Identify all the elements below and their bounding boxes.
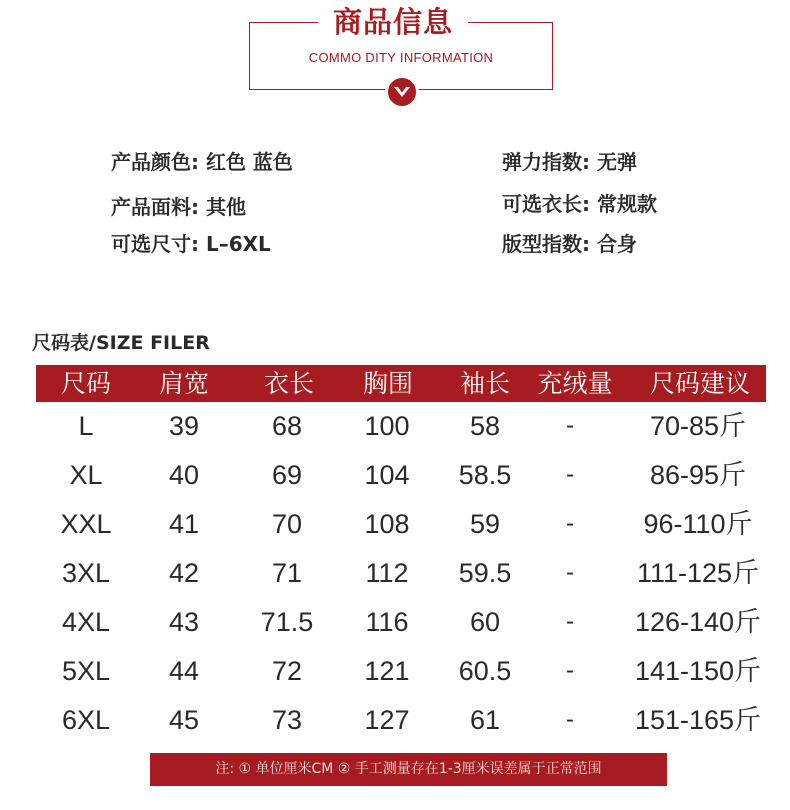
info-label: 弹力指数: [502, 150, 590, 174]
table-cell: 42 [168, 558, 200, 588]
table-cell: 70-85斤 [649, 411, 747, 441]
table-cell: L [78, 411, 94, 441]
info-fit [502, 232, 637, 256]
column-header: 充绒量 [537, 369, 613, 398]
table-cell: 108 [364, 509, 410, 539]
info-sizes [111, 232, 271, 256]
table-cell: 96-110斤 [643, 509, 753, 539]
table-cell: 3XL [61, 558, 111, 588]
info-elasticity [502, 150, 637, 174]
info-value: 其他 [205, 195, 246, 219]
column-header: 肩宽 [158, 369, 210, 398]
table-cell: 58 [469, 411, 501, 441]
table-row [0, 651, 790, 691]
info-value: L–6XL [205, 232, 271, 256]
table-cell: 69 [271, 460, 303, 490]
table-cell: 41 [168, 509, 200, 539]
table-row [0, 455, 790, 495]
table-cell: 60 [469, 607, 501, 637]
table-row [0, 553, 790, 593]
table-cell: - [566, 559, 574, 586]
header-title-wrap [318, 0, 468, 44]
table-cell: 86-95斤 [649, 460, 747, 490]
table-cell: 151-165斤 [634, 705, 762, 735]
info-label: 可选尺寸: [111, 232, 199, 256]
table-cell: - [566, 706, 574, 733]
table-cell: 73 [271, 705, 303, 735]
table-cell: 6XL [61, 705, 111, 735]
table-cell: 111-125斤 [636, 558, 760, 588]
table-cell: 127 [364, 705, 410, 735]
column-header: 尺码 [60, 369, 112, 398]
table-cell: XL [69, 460, 103, 490]
table-cell: 59.5 [458, 558, 512, 588]
page-subtitle: COMMO DITY INFORMATION [308, 50, 494, 65]
table-cell: 5XL [61, 656, 111, 686]
footer-note: 注: ① 单位厘米CM ② 手工测量存在1-3厘米误差属于正常范围 [150, 753, 667, 786]
table-cell: 43 [168, 607, 200, 637]
info-fabric [111, 195, 246, 219]
table-cell: 104 [364, 460, 410, 490]
size-table-header [36, 365, 766, 402]
table-cell: 100 [364, 411, 410, 441]
column-header: 衣长 [263, 369, 315, 398]
table-cell: - [566, 461, 574, 488]
info-label: 可选衣长: [502, 192, 590, 216]
table-cell: 45 [168, 705, 200, 735]
table-row [0, 406, 790, 446]
table-cell: 44 [168, 656, 200, 686]
table-cell: 116 [365, 607, 409, 637]
table-cell: 71.5 [260, 607, 314, 637]
table-cell: 71 [271, 558, 303, 588]
table-cell: 40 [168, 460, 200, 490]
column-header: 尺码建议 [649, 369, 751, 398]
table-cell: 58.5 [458, 460, 512, 490]
table-cell: 121 [364, 656, 410, 686]
table-cell: 141-150斤 [634, 656, 762, 686]
info-value: 合身 [596, 232, 637, 256]
table-row [0, 602, 790, 642]
info-value: 红色 蓝色 [205, 150, 293, 174]
size-table-title: 尺码表/SIZE FILER [32, 332, 210, 354]
table-cell: 126-140斤 [634, 607, 762, 637]
table-cell: 61 [469, 705, 501, 735]
table-cell: - [566, 608, 574, 635]
info-label: 版型指数: [502, 232, 590, 256]
table-cell: - [566, 657, 574, 684]
page-title: 商品信息 [332, 5, 453, 39]
info-value: 无弹 [596, 150, 637, 174]
table-cell: 60.5 [458, 656, 512, 686]
table-cell: 72 [271, 656, 303, 686]
column-header: 胸围 [362, 369, 414, 398]
table-cell: 59 [469, 509, 501, 539]
table-row [0, 700, 790, 740]
table-cell: 39 [168, 411, 200, 441]
table-cell: 68 [271, 411, 303, 441]
table-row [0, 504, 790, 544]
table-cell: - [566, 412, 574, 439]
table-cell: 112 [365, 558, 409, 588]
info-value: 常规款 [596, 192, 657, 216]
info-length [502, 192, 657, 216]
info-color [111, 150, 293, 174]
header-badge [385, 75, 419, 109]
table-cell: XXL [60, 509, 112, 539]
info-label: 产品面料: [111, 195, 199, 219]
column-header: 袖长 [459, 369, 511, 398]
chevron-down-icon [393, 85, 411, 99]
info-label: 产品颜色: [111, 150, 199, 174]
table-cell: 4XL [61, 607, 111, 637]
table-cell: - [566, 510, 574, 537]
table-cell: 70 [271, 509, 303, 539]
